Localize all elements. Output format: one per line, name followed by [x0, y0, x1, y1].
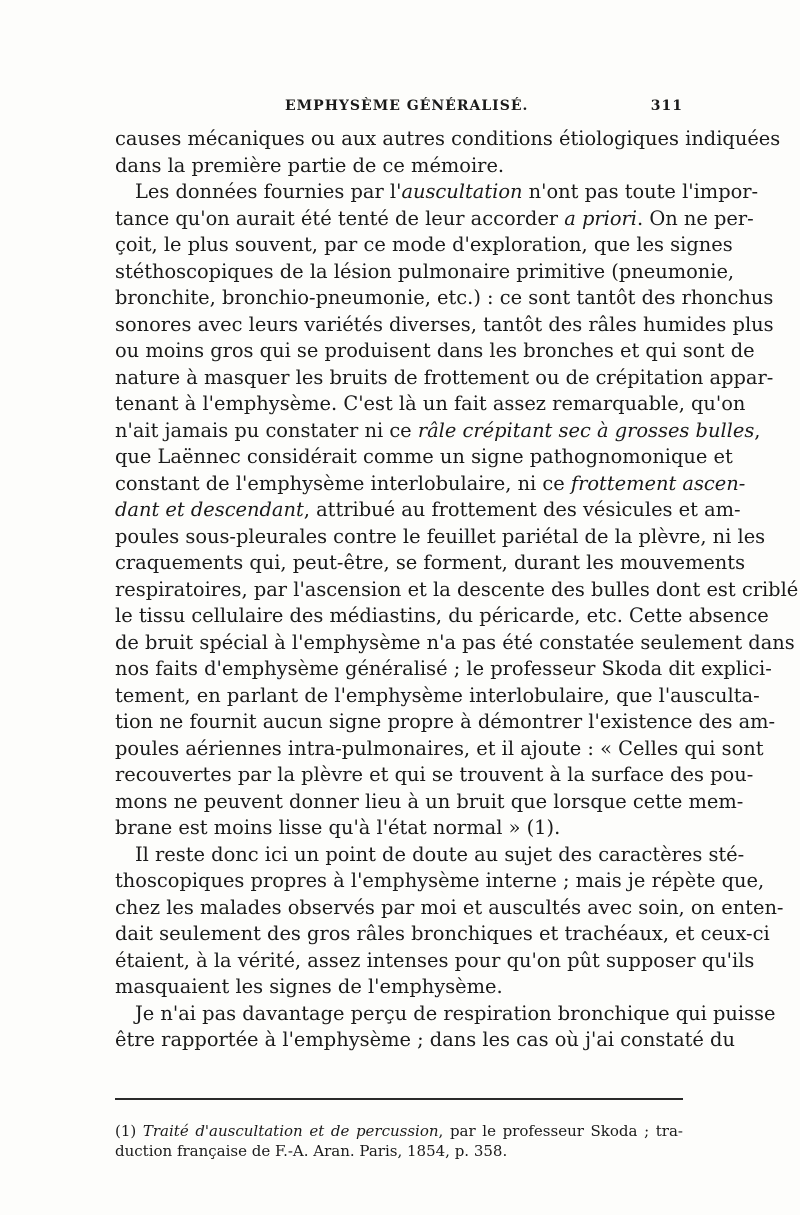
paragraph — [115, 126, 781, 179]
text-line: stéthoscopiques de la lésion pulmonaire primitive (pneumonie, — [115, 259, 735, 283]
text-line: tion ne fournit aucun signe propre à démontrer l'existence des am- — [115, 710, 776, 733]
text-line: ou moins gros qui se produisent dans les bronches et qui sont de — [115, 339, 755, 362]
italic-term: dant et descendant — [115, 498, 304, 521]
footnote — [115, 1121, 683, 1161]
text-line: dans la première partie de ce mémoire. — [115, 153, 505, 177]
text-line: dait seulement des gros râles bronchiques et trachéaux, et ceux-ci — [115, 922, 770, 945]
paragraph — [115, 1001, 776, 1054]
text-line: constant de l'emphysème interlobulaire, ni ce frottement ascen- — [115, 471, 746, 495]
text-line: tance qu'on aurait été tenté de leur accorder a priori. On ne per- — [115, 206, 754, 230]
text-line: de bruit spécial à l'emphysème n'a pas été constatée seulement dans — [115, 630, 795, 654]
page-number: 311 — [650, 98, 683, 114]
italic-term: frottement ascen- — [570, 471, 746, 495]
text-line: bronchite, bronchio-pneumonie, etc.) : ce sont tantôt des rhonchus — [115, 286, 774, 309]
italic-term: auscultation — [401, 180, 523, 203]
footnote-rule — [115, 1098, 683, 1100]
text-line: nature à masquer les bruits de frottement ou de crépitation appar- — [115, 365, 774, 389]
text-line: que Laënnec considérait comme un signe pathognomonique et — [115, 445, 733, 468]
text-line: thoscopiques propres à l'emphysème interne ; mais je répète que, — [115, 869, 765, 892]
italic-term: râle crépitant sec à grosses bulles — [417, 418, 755, 442]
text-line: causes mécaniques ou aux autres conditions étiologiques indiquées — [115, 127, 781, 150]
text-line: le tissu cellulaire des médiastins, du péricarde, etc. Cette absence — [115, 604, 769, 627]
text-line: Les données fournies par l'auscultation n'ont pas toute l'impor- — [135, 180, 759, 203]
footnote-text: , par le professeur Skoda ; tra- — [438, 1122, 683, 1140]
text-line: mons ne peuvent donner lieu à un bruit que lorsque cette mem- — [115, 789, 744, 813]
text-line: Il reste donc ici un point de doute au sujet des caractères sté- — [135, 842, 745, 866]
footnote-title: Traité d'auscultation et de percussion — [142, 1122, 439, 1140]
text-line: masquaient les signes de l'emphysème. — [115, 975, 503, 998]
text-line: tenant à l'emphysème. C'est là un fait assez remarquable, qu'on — [115, 392, 746, 415]
paragraph — [115, 842, 784, 1001]
text-line: craquements qui, peut-être, se forment, durant les mouvements — [115, 551, 746, 574]
text-line: tement, en parlant de l'emphysème interlobulaire, que l'ausculta- — [115, 683, 760, 707]
text-line: çoit, le plus souvent, par ce mode d'exploration, que les signes — [115, 233, 733, 256]
text-line: dant et descendant, attribué au frottement des vésicules et am- — [115, 498, 741, 521]
text-line: poules aériennes intra-pulmonaires, et il ajoute : « Celles qui sont — [115, 736, 764, 760]
footnote-line — [115, 1121, 683, 1141]
text-line: Je n'ai pas davantage perçu de respiration bronchique qui puisse — [135, 1001, 776, 1025]
italic-term: a priori — [564, 206, 637, 230]
text-line: n'ait jamais pu constater ni ce râle crépitant sec à grosses bulles, — [115, 418, 761, 442]
text-line: nos faits d'emphysème généralisé ; le professeur Skoda dit explici- — [115, 657, 772, 680]
footnote-marker: (1) — [115, 1122, 137, 1140]
text-line: étaient, à la vérité, assez intenses pour qu'on pût supposer qu'ils — [115, 948, 755, 972]
text-line: recouvertes par la plèvre et qui se trouvent à la surface des pou- — [115, 763, 754, 786]
running-title: EMPHYSÈME GÉNÉRALISÉ. — [285, 98, 529, 114]
text-line: respiratoires, par l'ascension et la descente des bulles dont est criblé — [115, 577, 799, 601]
paragraph — [115, 179, 799, 842]
text-line: poules sous-pleurales contre le feuillet pariétal de la plèvre, ni les — [115, 524, 766, 548]
text-line: être rapportée à l'emphysème ; dans les cas où j'ai constaté du — [115, 1028, 735, 1051]
text-line: brane est moins lisse qu'à l'état normal » (1). — [115, 816, 561, 839]
text-line: chez les malades observés par moi et auscultés avec soin, on enten- — [115, 895, 784, 919]
body-text — [115, 126, 799, 1054]
page-header — [115, 98, 683, 122]
text-line: sonores avec leurs variétés diverses, tantôt des râles humides plus — [115, 312, 774, 336]
footnote-line: duction française de F.-A. Aran. Paris, 1854, p. 358. — [115, 1142, 508, 1160]
